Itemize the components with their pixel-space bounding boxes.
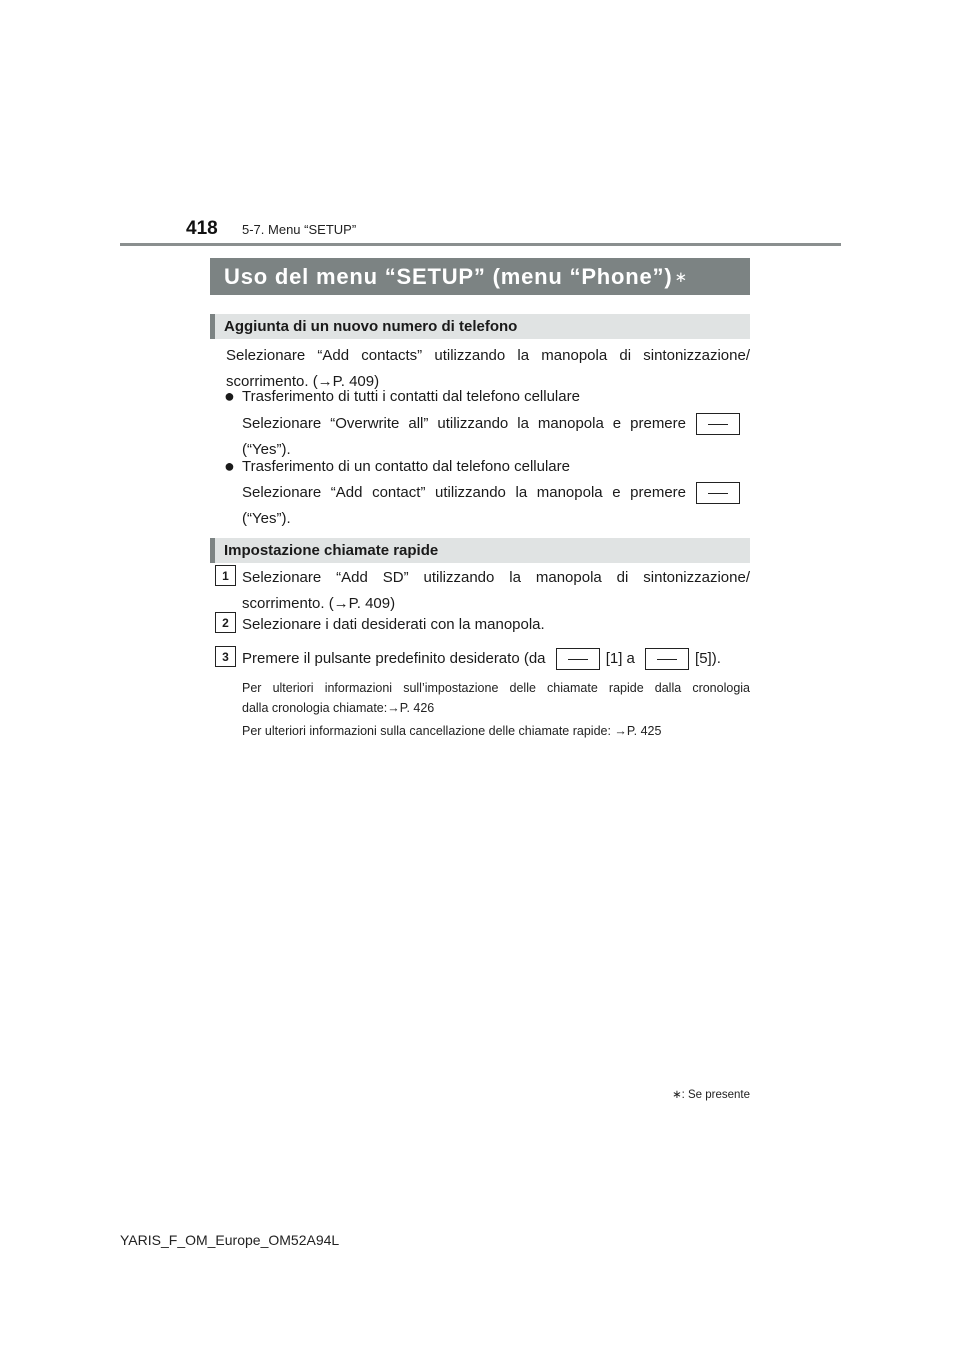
asterisk-icon: ∗ [671,1089,682,1101]
section-heading-speed-dial: Impostazione chiamate rapide [210,538,750,563]
bullet-1-line1: Selezionare “Overwrite all” utilizzando la manopola e premere [242,415,686,432]
step-3-text-c: [5]). [695,650,721,667]
add-number-intro-line1: Selezionare “Add contacts” utilizzando la manopola di sintonizzazione/ [226,347,750,364]
note-2-line1: Per ulteriori informazioni sulla cancellazione delle chiamate rapide: →P. 425 [242,724,662,738]
bullet-2-line2: (“Yes”). [242,510,291,527]
blank-key-button-icon [556,648,600,670]
page-title-text: Uso del menu “SETUP” (menu “Phone”) [224,263,673,289]
bullet-icon: ● [224,456,235,476]
step-1-line2: scorrimento. (→P. 409) [242,595,396,612]
footnote-text: : Se presente [681,1089,750,1101]
bullet-1-title: Trasferimento di tutti i contatti dal telefono cellulare [242,388,580,405]
blank-key-button-icon [696,413,740,435]
step-1-line1: Selezionare “Add SD” utilizzando la manopola di sintonizzazione/ [242,569,750,586]
section-heading-add-number: Aggiunta di un nuovo numero di telefono [210,314,750,339]
document-code: YARIS_F_OM_Europe_OM52A94L [120,1232,340,1248]
footnote [672,1087,750,1101]
step-3-text-b: [1] a [605,650,635,667]
note-1-line2: dalla cronologia chiamate:→P. 426 [242,701,435,715]
blank-key-button-icon [645,648,689,670]
blank-key-button-icon [696,482,740,504]
optional-asterisk-icon: ∗ [674,268,688,286]
bullet-2-line1: Selezionare “Add contact” utilizzando la manopola e premere [242,484,686,501]
page-title [210,258,750,295]
note-1-line1: Per ulteriori informazioni sull’impostazione delle chiamate rapide dalla cronologia [242,681,750,695]
section-breadcrumb: 5-7. Menu “SETUP” [242,222,357,237]
header-divider [120,243,841,246]
bullet-icon: ● [224,386,235,406]
bullet-2-title: Trasferimento di un contatto dal telefono cellulare [242,458,570,475]
add-number-intro-line2: scorrimento. (→P. 409) [226,373,380,390]
step-number-1: 1 [215,565,236,586]
step-3-text-a: Premere il pulsante predefinito desiderato (da [242,650,546,667]
step-2-text: Selezionare i dati desiderati con la manopola. [242,616,545,633]
step-number-3: 3 [215,646,236,667]
page-number: 418 [186,218,218,239]
bullet-1-line2: (“Yes”). [242,441,291,458]
step-3-text [242,646,721,672]
step-number-2: 2 [215,612,236,633]
